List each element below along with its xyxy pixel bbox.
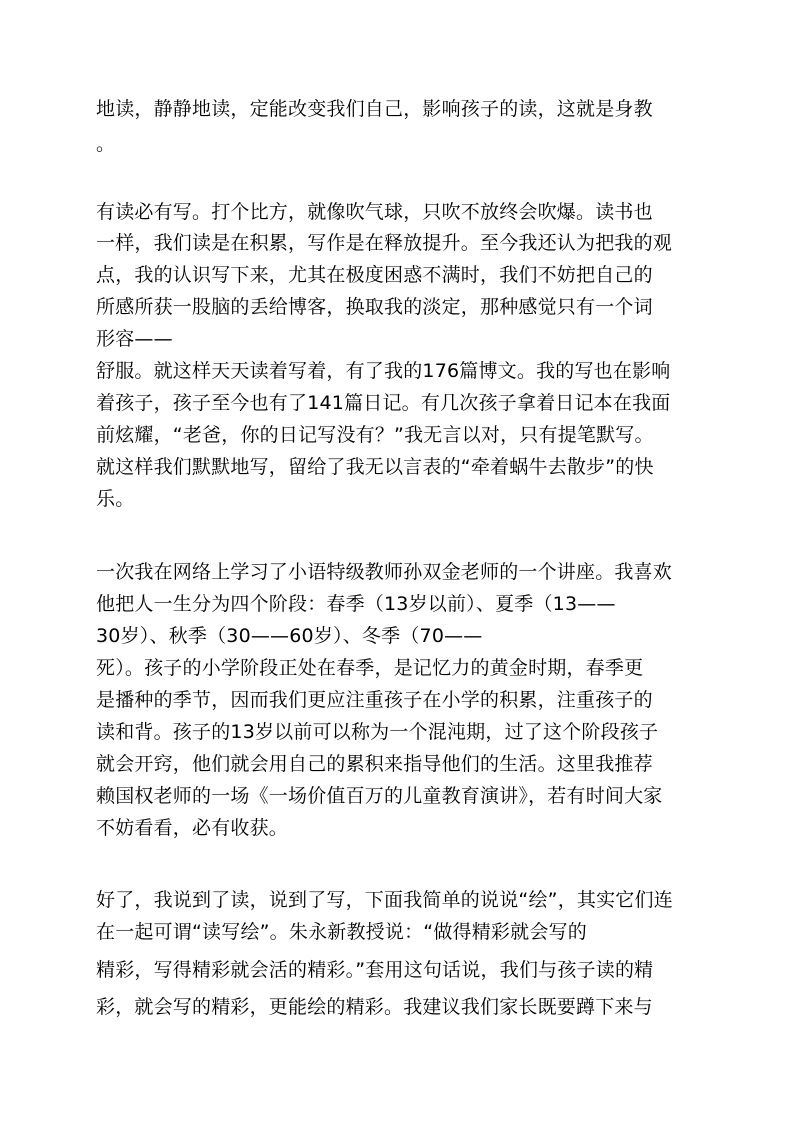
text-line: 一次我在网络上学习了小语特级教师孙双金老师的一个讲座。我喜欢 xyxy=(96,561,673,583)
text-line: 。 xyxy=(96,133,116,155)
text-line: 形容—— xyxy=(96,328,173,350)
text-line: 是播种的季节，因而我们更应注重孩子在小学的积累，注重孩子的 xyxy=(96,689,653,711)
text-line: 地读，静静地读，定能改变我们自己，影响孩子的读，这就是身教 xyxy=(96,98,653,120)
text-line: 好了，我说到了读，说到了写，下面我简单的说说“绘”，其实它们连 xyxy=(96,889,673,911)
text-line: 他把人一生分为四个阶段：春季（13岁以前）、夏季（13—— xyxy=(96,593,616,615)
text-line: 30岁）、秋季（30——60岁）、冬季（70—— xyxy=(96,625,483,647)
text-line: 在一起可谓“读写绘”。朱永新教授说：“做得精彩就会写的 xyxy=(96,921,587,943)
text-line: 赖国权老师的一场《一场价值百万的儿童教育演讲》，若有时间大家 xyxy=(96,785,663,807)
text-line: 前炫耀，“老爸，你的日记写没有？”我无言以对，只有提笔默写。 xyxy=(96,424,654,446)
text-line: 死）。孩子的小学阶段正处在春季，是记忆力的黄金时期，春季更 xyxy=(96,657,644,679)
text-line: 乐。 xyxy=(96,488,135,510)
text-line: 点，我的认识写下来，尤其在极度困惑不满时，我们不妨把自己的 xyxy=(96,264,653,286)
text-line: 舒服。就这样天天读着写着，有了我的176篇博文。我的写也在影响 xyxy=(96,360,671,382)
text-line: 精彩，写得精彩就会活的精彩。”套用这句话说，我们与孩子读的精 xyxy=(96,959,654,981)
text-line: 就会开窍，他们就会用自己的累积来指导他们的生活。这里我推荐 xyxy=(96,753,653,775)
text-line: 着孩子，孩子至今也有了141篇日记。有几次孩子拿着日记本在我面 xyxy=(96,392,671,414)
text-line: 有读必有写。打个比方，就像吹气球，只吹不放终会吹爆。读书也 xyxy=(96,201,653,223)
text-line: 所感所获一股脑的丢给博客，换取我的淡定，那种感觉只有一个词 xyxy=(96,296,653,318)
text-line: 一样，我们读是在积累，写作是在释放提升。至今我还认为把我的观 xyxy=(96,232,673,254)
text-line: 就这样我们默默地写，留给了我无以言表的“牵着蜗牛去散步”的快 xyxy=(96,456,654,478)
text-line: 读和背。孩子的13岁以前可以称为一个混沌期，过了这个阶段孩子 xyxy=(96,721,659,743)
text-line: 不妨看看，必有收获。 xyxy=(96,817,289,839)
text-line: 彩，就会写的精彩，更能绘的精彩。我建议我们家长既要蹲下来与 xyxy=(96,996,653,1018)
